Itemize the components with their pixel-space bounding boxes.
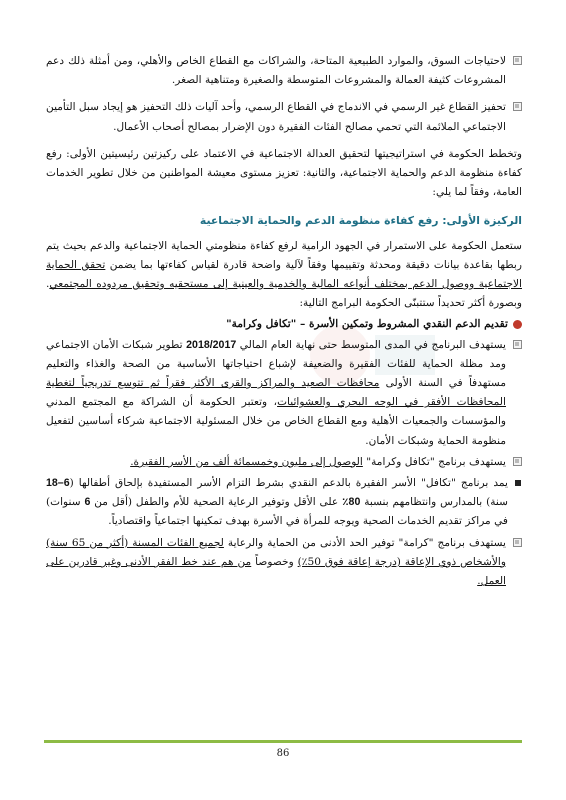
- underlined-text: محافظات الصعيد والمراكز والقرى الأكثر فقراً ثم تتوسع تدريجياً لتغطية المحافظات الأفقر في الوجه البحري والعشوائيات: [46, 377, 506, 409]
- page-number: 86: [276, 748, 290, 759]
- bullet-item: [46, 52, 522, 90]
- underlined-text: الوصول إلى مليون وخمسمائة ألف من الأسر الفقيرة.: [130, 455, 363, 468]
- body-paragraph: ستعمل الحكومة على الاستمرار في الجهود الرامية لرفع كفاءة منظومتي الحماية الاجتماعية والدعم بحيث يتم ربطها بقاعدة بيانات دقيقة ومحدثة وتقييمها وفقاً لآلية واضحة قادرة لقياس كفاءتها بما يضمن تحقق الحماية الاجتماعية ووصول الدعم بمختلف أنواعه المالية والخدمية والعينية إلى مستحقيه وتحقيق مردوده المجتمعي. وبصورة أكثر تحديداً ستتبنّى الحكومة البرامج التالية:: [46, 239, 522, 310]
- bullet-item: [46, 336, 522, 451]
- underlined-text: من هم عند خط الفقر الأدنى وغير قادرين على العمل.: [46, 555, 506, 588]
- round-bullet-icon: [513, 320, 522, 329]
- fiscal-year: 2018/2017: [186, 338, 237, 351]
- checkbox-bullet-icon: [513, 102, 522, 111]
- bullet-text: يستهدف برنامج "كرامة" توفير الحد الأدنى من الحماية والرعاية لجميع الفئات المسنة (أكثر من 65 سنة) والأشخاص ذوي الإعاقة (درجة إعاقة فوق 50٪) وخصوصاً من هم عند خط الفقر الأدنى وغير قادرين على العمل.: [46, 536, 507, 588]
- underlined-text: تحقق الحماية الاجتماعية ووصول الدعم بمختلف أنواعه المالية والخدمية والعينية إلى مستحقيه وتحقيق مردوده المجتمعي: [46, 258, 522, 291]
- bullet-text: يستهدف برنامج "تكافل وكرامة" الوصول إلى مليون وخمسمائة ألف من الأسر الفقيرة.: [130, 455, 506, 468]
- square-bullet-item: [46, 474, 522, 532]
- bullet-text: يستهدف البرنامج في المدى المتوسط حتى نهاية العام المالي 2018/2017 تطوير شبكات الأمان الاجتماعي ومد مظلة الحماية للفئات الفقيرة والضعيفة لإشباع احتياجاتها الأساسية من الصحة والغذاء والتعليم مستهدفاً في السنة الأولى محافظات الصعيد والمراكز والقرى الأكثر فقراً ثم تتوسع تدريجياً لتغطية المحافظات الأفقر في الوجه البحري والعشوائيات، وتعتبر الحكومة أن الشراكة مع المجتمع المدني والمؤسسات والجمعيات الأهلية ومع القطاع الخاص من خلال المسئولية الاجتماعية شركاء أساسين لتفعيل منظومة الحماية وشبكات الأمان.: [46, 338, 507, 447]
- intro-paragraph: وتخطط الحكومة في استراتيجيتها لتحقيق العدالة الاجتماعية في الاعتماد على ركيزتين رئيسيتين الأولى: رفع كفاءة منظومة الدعم والحماية الاجتماعية، والثانية: تعزيز مستوى معيشة المواطنين من خلال تطوير الخدمات العامة، وفقاً لما يلي:: [46, 147, 522, 199]
- bullet-item: [46, 534, 522, 592]
- bullet-text: لاحتياجات السوق، والموارد الطبيعية المتاحة، والشراكات مع القطاع الخاص والأهلي، ومن أمثلة ذلك دعم المشروعات كثيفة العمالة والمشروعات المتوسطة والصغيرة ومتناهية الصغر.: [46, 55, 506, 87]
- bullet-item: [46, 98, 522, 136]
- bullet-text: يمد برنامج "تكافل" الأسر الفقيرة بالدعم النقدي بشرط التزام الأسر المستفيدة بإلحاق أطفالها (6–18 سنة) بالمدارس وانتظامهم بنسبة 80٪ على الأقل وتوفير الرعاية الصحية للأم والطفل (أقل من 6 سنوات) في مراكز تقديم الخدمات الصحية ويوجه للمرأة في الأسرة بهدف تمكينها اجتماعياً واقتصادياً.: [46, 477, 508, 528]
- section-heading: الركيزة الأولى: رفع كفاءة منظومة الدعم والحماية الاجتماعية: [199, 214, 522, 228]
- checkbox-bullet-icon: [513, 457, 522, 466]
- program-subheading: تقديم الدعم النقدي المشروط وتمكين الأسرة – "تكافل وكرامة": [46, 315, 522, 334]
- underlined-text: لجميع الفئات المسنة (أكثر من 65 سنة) والأشخاص ذوي الإعاقة (درجة إعاقة فوق 50٪): [46, 536, 506, 568]
- checkbox-bullet-icon: [513, 56, 522, 65]
- bullet-item: [46, 453, 522, 472]
- square-bullet-icon: [515, 480, 521, 486]
- checkbox-bullet-icon: [513, 538, 522, 547]
- document-body: [46, 52, 522, 591]
- checkbox-bullet-icon: [513, 340, 522, 349]
- footer-rule: [44, 740, 522, 743]
- bullet-text: تحفيز القطاع غير الرسمي في الاندماج في القطاع الرسمي، وأحد آليات ذلك التحفيز هو إيجاد سبل التأمين الاجتماعي الملائمة التي تحمي مصالح الفئات الفقيرة دون الإضرار بمصالح أصحاب الأعمال.: [46, 101, 506, 133]
